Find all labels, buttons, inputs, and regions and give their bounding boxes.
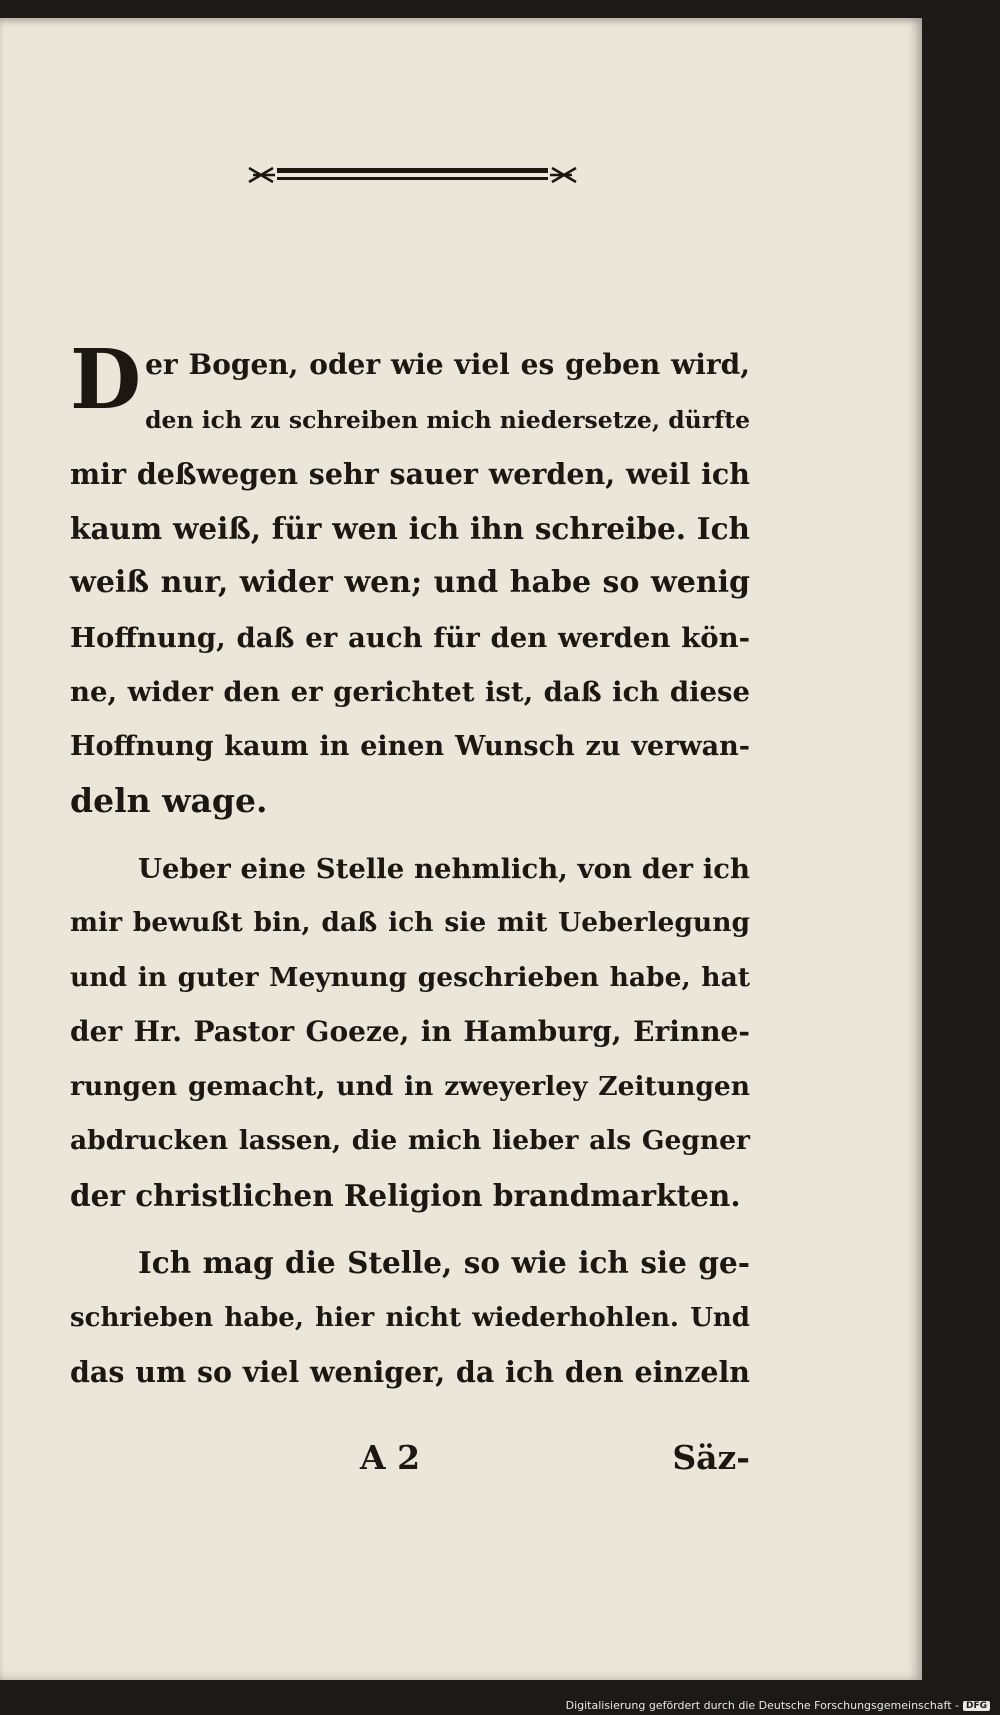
text-line: kaum weiß, für wen ich ihn schreibe. Ich bbox=[70, 510, 750, 546]
text-line: er Bogen, oder wie viel es geben wird, bbox=[145, 348, 750, 381]
text-line: Ich mag die Stelle, so wie ich sie ge- bbox=[138, 1245, 750, 1280]
text-line: das um so viel weniger, da ich den einzeln bbox=[70, 1355, 750, 1389]
page-footer bbox=[70, 1438, 750, 1488]
paragraph bbox=[70, 1236, 750, 1400]
text-line: abdrucken lassen, die mich lieber als Gegner bbox=[70, 1125, 750, 1156]
drop-cap-initial: D bbox=[70, 332, 142, 428]
paragraph bbox=[70, 842, 750, 1224]
text-line: deln wage. bbox=[70, 781, 268, 820]
text-line: der christlichen Religion brandmarkten. bbox=[70, 1177, 741, 1213]
text-line: ne, wider den er gerichtet ist, daß ich diese bbox=[70, 676, 750, 708]
signature-mark: A 2 bbox=[360, 1438, 421, 1477]
text-line: und in guter Meynung geschrieben habe, hat bbox=[70, 961, 750, 993]
text-line: mir deßwegen sehr sauer werden, weil ich bbox=[70, 457, 750, 491]
rule-ornament-icon bbox=[245, 160, 580, 190]
text-line: der Hr. Pastor Goeze, in Hamburg, Erinne- bbox=[70, 1015, 750, 1048]
catchword: Säz- bbox=[672, 1438, 750, 1477]
book-page bbox=[0, 18, 922, 1680]
text-line: Ueber eine Stelle nehmlich, von der ich bbox=[138, 852, 750, 885]
text-line: schrieben habe, hier nicht wiederhohlen. Und bbox=[70, 1302, 750, 1333]
text-line: mir bewußt bin, daß ich sie mit Ueberlegung bbox=[70, 907, 750, 938]
text-line: rungen gemacht, und in zweyerley Zeitungen bbox=[70, 1070, 750, 1102]
digitization-credit bbox=[566, 1699, 990, 1712]
text-line: weiß nur, wider wen; und habe so wenig bbox=[70, 565, 750, 600]
text-line: Hoffnung kaum in einen Wunsch zu verwan- bbox=[70, 730, 750, 762]
text-line: den ich zu schreiben mich niedersetze, dürfte bbox=[145, 405, 751, 434]
credit-text: Digitalisierung gefördert durch die Deutsche Forschungsgemeinschaft - bbox=[565, 1699, 959, 1712]
text-line: Hoffnung, daß er auch für den werden kön- bbox=[70, 621, 750, 654]
body-text bbox=[70, 332, 751, 1400]
dfg-logo: DFG bbox=[963, 1701, 990, 1711]
paragraph bbox=[70, 332, 751, 829]
